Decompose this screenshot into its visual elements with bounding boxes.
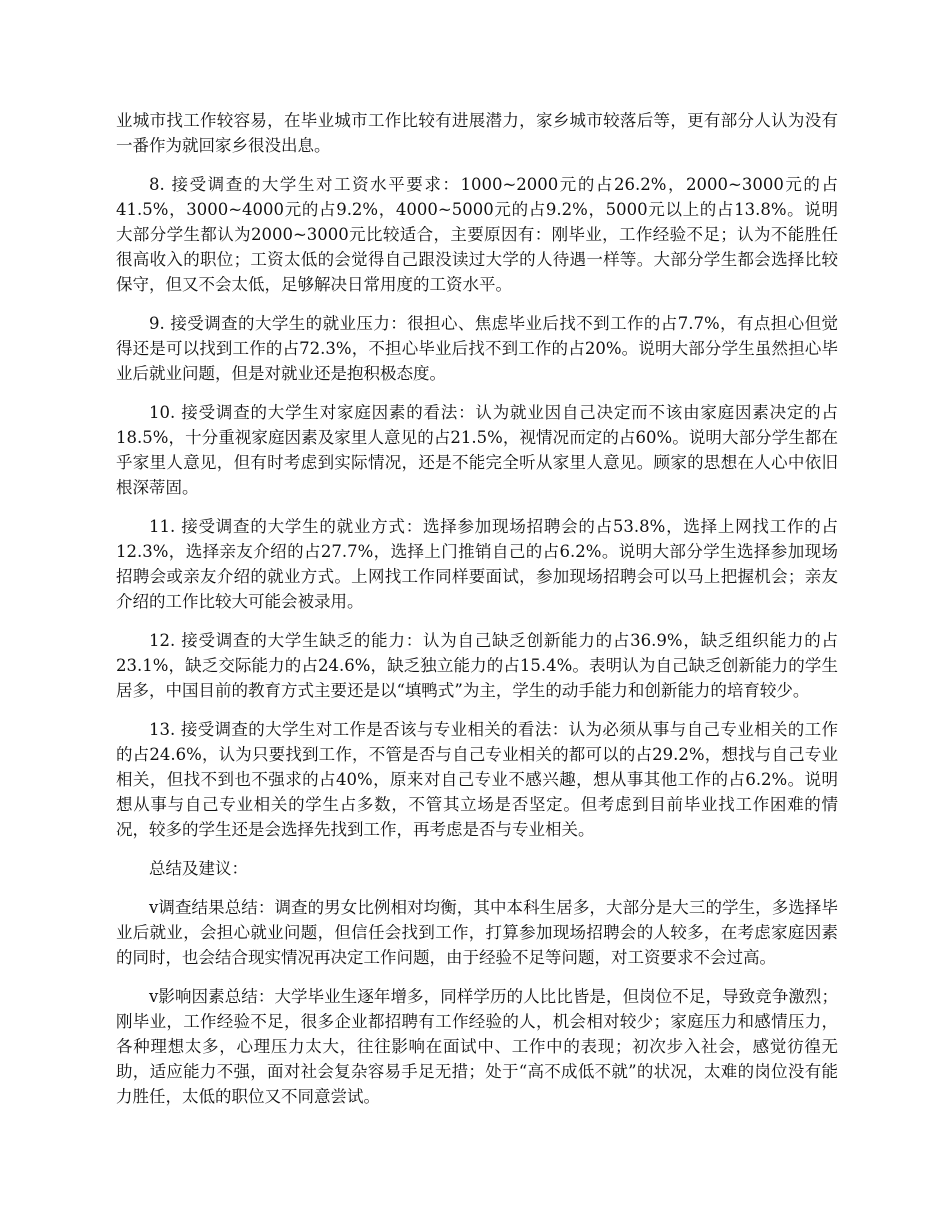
paragraph-item-12-ability: 12. 接受调查的大学生缺乏的能力：认为自己缺乏创新能力的占36.9%，缺乏组织能力的占23.1%，缺乏交际能力的占24.6%，缺乏独立能力的占15.4%。表明认为自己缺乏创新能力的学生居多，中国目前的教育方式主要还是以“填鸭式”为主，学生的动手能力和创新能力的培育较少。 (116, 631, 838, 700)
paragraph-item-13-major: 13. 接受调查的大学生对工作是否该与专业相关的看法：认为必须从事与自己专业相关的工作的占24.6%，认为只要找到工作，不管是否与自己专业相关的都可以的占29.2%，想找与自己专业相关，但找不到也不强求的占40%，原来对自己专业不感兴趣，想从事其他工作的占6.2%。说明想从事与自己专业相关的学生占多数，不管其立场是否坚定。但考虑到目前毕业找工作困难的情况，较多的学生还是会选择先找到工作，再考虑是否与专业相关。 (116, 720, 838, 839)
paragraph-item-11-method: 11. 接受调查的大学生的就业方式：选择参加现场招聘会的占53.8%，选择上网找工作的占12.3%，选择亲友介绍的占27.7%，选择上门推销自己的占6.2%。说明大部分学生选择参加现场招聘会或亲友介绍的就业方式。上网找工作同样要面试，参加现场招聘会可以马上把握机会；亲友介绍的工作比较大可能会被录用。 (116, 517, 838, 611)
paragraph-factor-summary: v影响因素总结：大学毕业生逐年增多，同样学历的人比比皆是，但岗位不足，导致竞争激烈；刚毕业，工作经验不足，很多企业都招聘有工作经验的人，机会相对较少；家庭压力和感情压力，各种理想太多，心理压力太大，往往影响在面试中、工作中的表现；初次步入社会，感觉彷徨无助，适应能力不强，面对社会复杂容易手足无措；处于“高不成低不就”的状况，太难的岗位没有能力胜任，太低的职位又不同意尝试。 (116, 987, 838, 1106)
section-heading-summary: 总结及建议： (149, 859, 248, 878)
paragraph-item-9-pressure: 9. 接受调查的大学生的就业压力：很担心、焦虑毕业后找不到工作的占7.7%，有点担心但觉得还是可以找到工作的占72.3%，不担心毕业后找不到工作的占20%。说明大部分学生虽然担心毕业后就业问题，但是对就业还是抱积极态度。 (116, 314, 838, 383)
document-body (116, 108, 838, 1123)
paragraph-survey-summary: v调查结果总结：调查的男女比例相对均衡，其中本科生居多，大部分是大三的学生，多选择毕业后就业，会担心就业问题，但信任会找到工作，打算参加现场招聘会的人较多，在考虑家庭因素的同时，也会结合现实情况再决定工作问题，由于经验不足等问题，对工资要求不会过高。 (116, 898, 838, 967)
paragraph-intro-continuation: 业城市找工作较容易，在毕业城市工作比较有进展潜力，家乡城市较落后等，更有部分人认为没有一番作为就回家乡很没出息。 (116, 111, 838, 155)
paragraph-item-8-salary: 8. 接受调查的大学生对工资水平要求：1000~2000元的占26.2%，2000~3000元的占41.5%，3000~4000元的占9.2%，4000~5000元的占9.2%，5000元以上的占13.8%。说明大部分学生都认为2000~3000元比较适合，主要原因有：刚毕业，工作经验不足；认为不能胜任很高收入的职位；工资太低的会觉得自己跟没读过大学的人待遇一样等。大部分学生都会选择比较保守，但又不会太低，足够解决日常用度的工资水平。 (116, 175, 838, 294)
paragraph-item-10-family: 10. 接受调查的大学生对家庭因素的看法：认为就业因自己决定而不该由家庭因素决定的占18.5%，十分重视家庭因素及家里人意见的占21.5%，视情况而定的占60%。说明大部分学生都在乎家里人意见，但有时考虑到实际情况，还是不能完全听从家里人意见。顾家的思想在人心中依旧根深蒂固。 (116, 403, 838, 497)
